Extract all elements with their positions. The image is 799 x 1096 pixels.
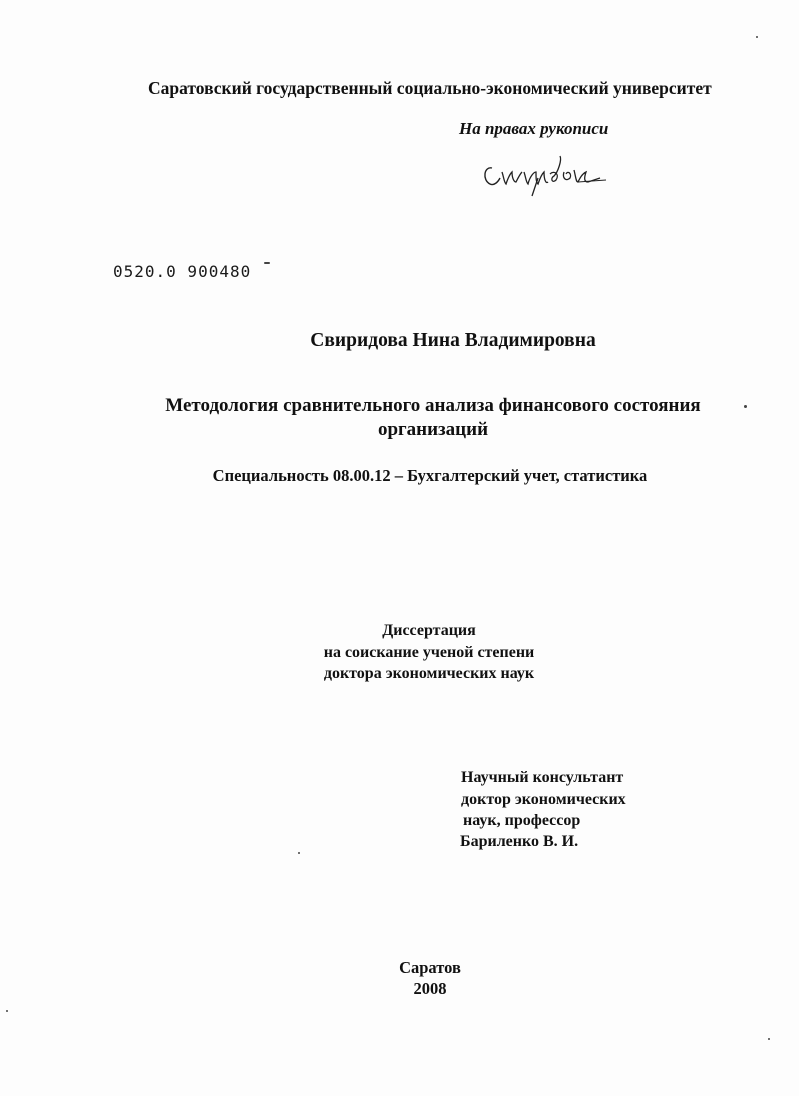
city: Саратов xyxy=(399,958,461,977)
consultant-label: Научный консультант xyxy=(461,769,624,786)
scan-speck xyxy=(264,262,270,264)
scan-speck xyxy=(6,1010,8,1012)
consultant-name: Бариленко В. И. xyxy=(460,833,579,850)
specialty: Специальность 08.00.12 – Бухгалтерский учет, статистика xyxy=(212,466,648,485)
university-name: Саратовский государственный социально-экономический университет xyxy=(148,78,712,98)
degree-name: доктора экономических наук xyxy=(323,665,535,682)
archive-code: 0520.0 900480 xyxy=(113,262,252,281)
dissertation-title-line-2: организаций xyxy=(377,419,489,440)
scan-speck xyxy=(756,36,758,38)
consultant-degree: доктор экономических xyxy=(461,791,626,808)
scan-speck xyxy=(744,405,747,408)
dissertation-label: Диссертация xyxy=(382,622,476,639)
author-signature xyxy=(480,148,610,200)
dissertation-title-line-1: Методология сравнительного анализа финансового состояния xyxy=(165,395,701,416)
manuscript-rights-note: На правах рукописи xyxy=(459,119,609,138)
author-name: Свиридова Нина Владимировна xyxy=(310,330,596,351)
scan-speck xyxy=(768,1038,770,1040)
year: 2008 xyxy=(413,979,447,998)
degree-purpose: на соискание ученой степени xyxy=(323,644,535,661)
scan-speck xyxy=(298,852,300,854)
consultant-title: наук, профессор xyxy=(463,812,581,829)
